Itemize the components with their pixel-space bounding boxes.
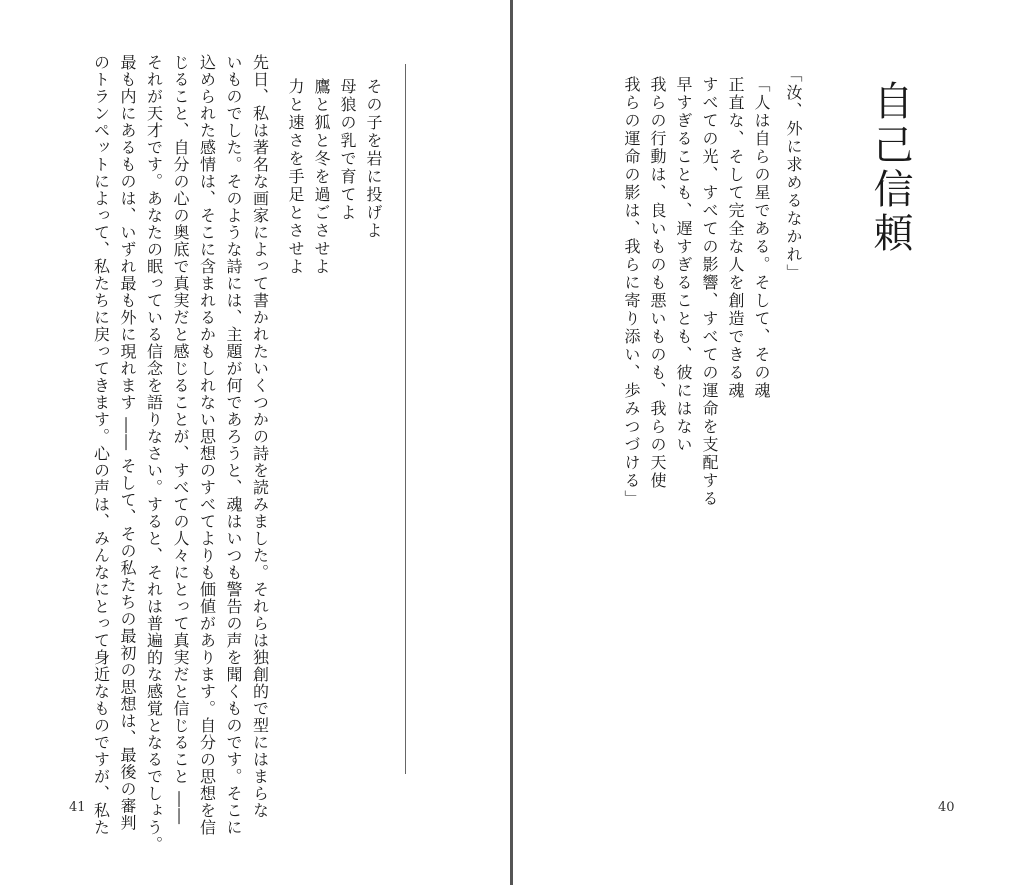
epigraph-line: 我らの行動は、良いものも悪いものも、我らの天使 bbox=[648, 76, 667, 490]
section-divider bbox=[405, 64, 406, 774]
epigraph-line: 我らの運命の影は、我らに寄り添い、歩みつづける」 bbox=[622, 76, 641, 508]
body-text bbox=[87, 54, 273, 853]
body-line: それが天才です。あなたの眠っている信念を語りなさい。すると、それは普遍的な感覚となるでしょう。 bbox=[144, 54, 164, 853]
left-page bbox=[0, 0, 511, 885]
body-line: のトランペットによって、私たちに戻ってきます。心の声は、みんなにとって身近なものですが、私た bbox=[91, 54, 111, 836]
page-number-left: 41 bbox=[69, 800, 86, 815]
poem-line: 母狼の乳で育てよ bbox=[338, 78, 357, 222]
epigraph-line: 早すぎることも、遅すぎることも、彼にはない bbox=[674, 76, 693, 454]
body-line: 先日、私は著名な画家によって書かれたいくつかの詩を読みました。それらは独創的で型にはまらな bbox=[250, 54, 270, 819]
body-line: じること、自分の心の奥底で真実だと感じることが、すべての人々にとって真実だと信じること ―― bbox=[171, 54, 190, 826]
body-line: いものでした。そのような詩には、主題が何であろうと、魂はいつも警告の声を聞くものです。そこに bbox=[224, 54, 243, 836]
body-line: 込められた感情は、そこに含まれるかもしれない思想のすべてよりも価値があります。自分の思想を信 bbox=[197, 54, 217, 836]
body-line: 最も内にあるものは、いずれ最も外に現れます ―― そして、その私たちの最初の思想は、最後の審判 bbox=[118, 54, 137, 832]
poem-line: 力と速さを手足とさせよ bbox=[286, 78, 305, 276]
epigraph-line: すべての光、すべての影響、すべての運命を支配する bbox=[700, 76, 719, 508]
poem-line: 鷹と狐と冬を過ごさせよ bbox=[312, 78, 331, 276]
page-number-right: 40 bbox=[938, 800, 955, 815]
poem-line: その子を岩に投げよ bbox=[364, 78, 383, 240]
epigraph-heading: 「汝、外に求めるなかれ」 bbox=[784, 66, 803, 282]
epigraph-line: 正直な、そして完全な人を創造できる魂 bbox=[726, 76, 745, 400]
epigraph bbox=[618, 76, 774, 508]
chapter-title: 自己信頼 bbox=[867, 80, 913, 256]
poem bbox=[282, 78, 386, 276]
epigraph-line: 「人は自らの星である。そして、その魂 bbox=[752, 76, 771, 400]
